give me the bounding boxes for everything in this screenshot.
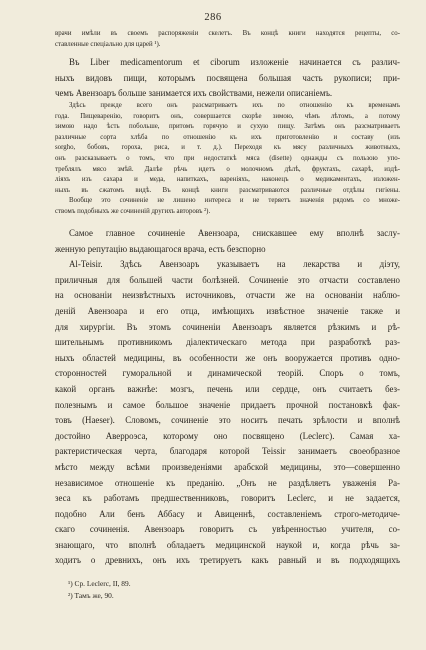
text-line: ходитъ о древнихъ, онъ ихъ третируетъ какъ равный и въ подходящихъ <box>55 555 400 566</box>
text-line: Въ Liber medicamentorum et ciborum изложеніе начинается съ различ- <box>69 57 400 67</box>
text-line: зеса къ работамъ предшественниковъ, говоритъ Leclerc, и не задается, <box>55 493 400 504</box>
text-line: знающаго, что вполнѣ обладаетъ медицинской наукой и, когда рѣчь за- <box>55 539 400 550</box>
text-line: скаго сочиненія. Авензоаръ говоритъ съ увѣренностью учителя, со- <box>55 524 400 535</box>
main-paragraph <box>55 226 400 569</box>
text-line: зимою надо ѣсть побольше, притомъ горячую и сухую пищу. Затѣмъ онъ разсматриваетъ <box>55 123 400 131</box>
text-line: приличныя для большей части болѣзней. Сочиненіе это отчасти составлено <box>55 274 400 285</box>
text-line: какой органъ важнѣе: мозгъ, печень или сердце, онъ считаетъ без- <box>55 383 400 394</box>
text-line: рактеристическая черта, благодаря которой Teissir занимаетъ своеобразное <box>55 446 400 457</box>
text-line: ныхъ видовъ пищи, которымъ посвящена большая часть рукописи; при- <box>55 72 400 83</box>
text-line: женную репутацію выдающагося врача, есть безспорно <box>55 243 266 254</box>
text-line: треблялъ мясо змѣй. Далѣе рѣчь идетъ о молочномъ дѣлѣ, фруктахъ, сахарѣ, издѣ- <box>55 165 400 173</box>
small-print-paragraph <box>55 101 400 218</box>
text-line: ствомъ подобныхъ же сочиненій другихъ авторовъ ²). <box>55 207 211 215</box>
text-line: Вообще это сочиненіе не лишено интереса и не теряетъ значенія рядомъ со множе- <box>69 197 400 205</box>
text-line: достойно Аверроэса, которому оно посвящено (Leclerc). Самая ха- <box>55 430 400 441</box>
footnote-2: ²) Тамъ же, 90. <box>68 591 114 600</box>
text-line: подобно Али бенъ Аббасу и Авиценнѣ, составленіемъ строго-методиче- <box>55 508 400 519</box>
text-line: года. Пищеваренію, говоритъ онъ, совершается скорѣе зимою, чѣмъ лѣтомъ, а потому <box>55 112 400 120</box>
text-line: товъ (Haeser). Словомъ, сочиненіе это носитъ печать зрѣлости и вполнѣ <box>55 415 400 426</box>
footnotes <box>68 578 131 602</box>
text-line: на основаніи неизвѣстныхъ источниковъ, отчасти же на основаніи наблю- <box>55 290 400 301</box>
text-line: ліяхъ изъ сахара и меда, напиткахъ, вареніяхъ, наконецъ о медикаментахъ, изложен- <box>55 176 400 184</box>
text-line: деній Авензоара и его отца, имѣющихъ извѣстное значеніе также и <box>55 305 400 316</box>
text-line: ставленные спеціально для царей ¹). <box>55 40 161 48</box>
paragraph-liber-medicamentorum <box>55 55 400 102</box>
text-line: sorgho, бобовъ, гороха, риса, и т. д.). Переходя къ мясу различныхъ животныхъ, <box>55 144 400 152</box>
text-line: Здѣсь прежде всего онъ разсматриваетъ ихъ по отношенію къ временамъ <box>69 102 400 109</box>
text-line: Al-Teisir. Здѣсь Авензоаръ указываетъ на лекарства и діэту, <box>69 259 400 270</box>
text-line: Самое главное сочиненіе Авензоара, снискавшее ему вполнѣ заслу- <box>69 228 400 238</box>
text-line: различные сорта хлѣба по отношенію къ ихъ приготовленію и составу (изъ <box>55 133 400 141</box>
text-line: ныхъ въ сжатомъ видѣ. Въ концѣ книги разсматриваются различные отдѣлы гигіены. <box>55 186 400 194</box>
text-line: мѣсто между всѣми произведеніями арабской медицины, это—совершенно <box>55 461 400 472</box>
text-line: для хирургіи. Въ этомъ сочиненіи Авензоаръ является рѣзкимъ и рѣ- <box>55 321 400 332</box>
text-line: ныхъ областей медицины, въ особенности же онъ вооружается противъ одно- <box>55 352 400 363</box>
text-line: врачи имѣли въ своемъ распоряженіи скелетъ. Въ концѣ книги находятся рецепты, со- <box>55 30 400 37</box>
text-line: независимое отношеніе къ преданію. „Онъ не раздѣляетъ уваженія Ра- <box>55 477 400 488</box>
top-paragraph <box>55 29 400 50</box>
text-line: сторонностей гуморальной и динамической теорій. Споръ о томъ, <box>55 368 400 379</box>
text-line: полезнымъ и самое большое значеніе придаетъ прочной постановкѣ фак- <box>55 399 400 410</box>
text-line: чемъ Авензоаръ больше занимается ихъ свойствами, нежели описаніемъ. <box>55 88 333 99</box>
page-number: 286 <box>204 12 222 23</box>
text-line: шительнымъ противникомъ діалектическаго метода при разработкѣ раз- <box>55 337 400 348</box>
text-line: онъ разсказываетъ о томъ, что при недостаткѣ мяса (disette) однажды съ пользою упо- <box>55 154 400 162</box>
footnote-1: ¹) Ср. Leclerc, II, 89. <box>68 579 131 588</box>
